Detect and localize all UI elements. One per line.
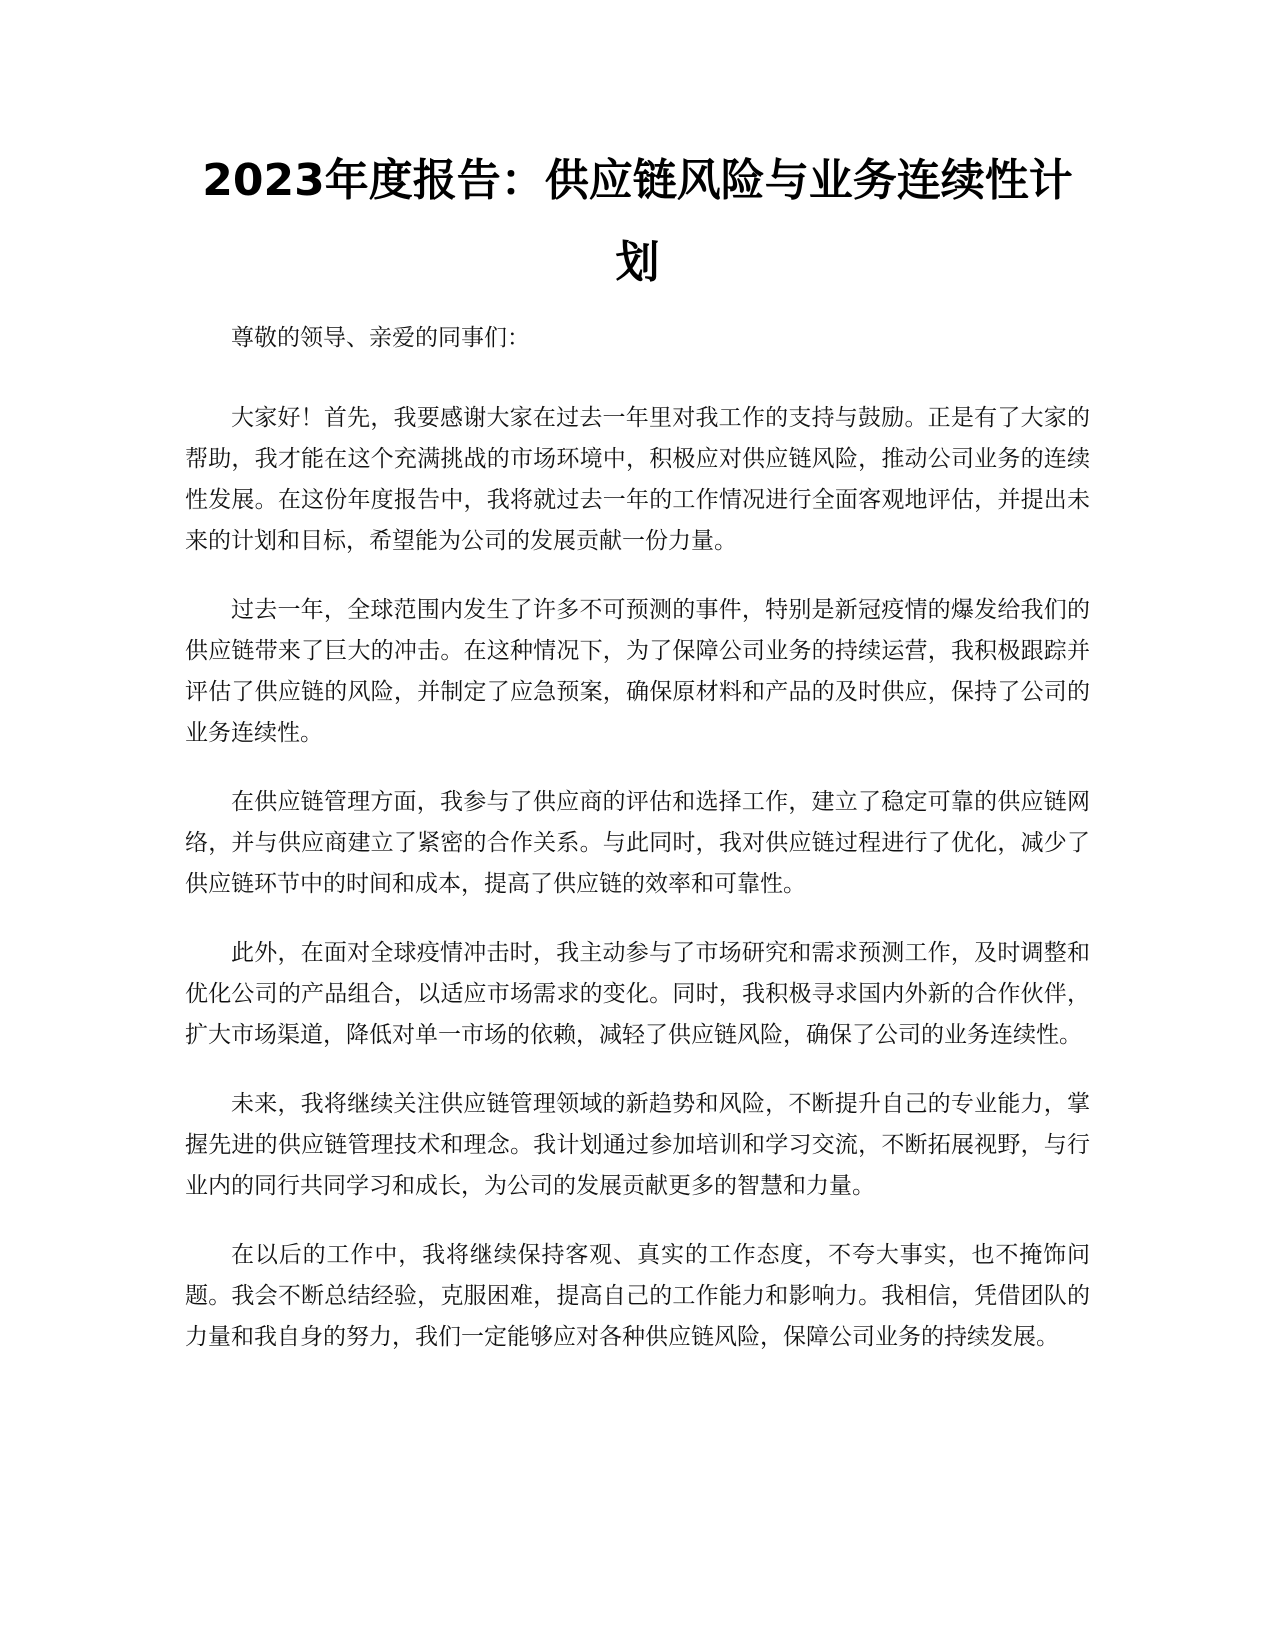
paragraph-4: 此外，在面对全球疫情冲击时，我主动参与了市场研究和需求预测工作，及时调整和优化公司的产品组合，以适应市场需求的变化。同时，我积极寻求国内外新的合作伙伴，扩大市场渠道，降低对单一市场的依赖，减轻了供应链风险，确保了公司的业务连续性。 bbox=[185, 940, 1090, 1048]
paragraph-3: 在供应链管理方面，我参与了供应商的评估和选择工作，建立了稳定可靠的供应链网络，并与供应商建立了紧密的合作关系。与此同时，我对供应链过程进行了优化，减少了供应链环节中的时间和成本，提高了供应链的效率和可靠性。 bbox=[185, 789, 1090, 897]
document-title: 2023年度报告：供应链风险与业务连续性计划 bbox=[202, 155, 1073, 288]
paragraph-5: 未来，我将继续关注供应链管理领域的新趋势和风险，不断提升自己的专业能力，掌握先进的供应链管理技术和理念。我计划通过参加培训和学习交流，不断拓展视野，与行业内的同行共同学习和成长，为公司的发展贡献更多的智慧和力量。 bbox=[185, 1091, 1090, 1199]
paragraph-6: 在以后的工作中，我将继续保持客观、真实的工作态度，不夸大事实，也不掩饰问题。我会不断总结经验，克服困难，提高自己的工作能力和影响力。我相信，凭借团队的力量和我自身的努力，我们一定能够应对各种供应链风险，保障公司业务的持续发展。 bbox=[185, 1242, 1090, 1350]
paragraph-1: 大家好！首先，我要感谢大家在过去一年里对我工作的支持与鼓励。正是有了大家的帮助，我才能在这个充满挑战的市场环境中，积极应对供应链风险，推动公司业务的连续性发展。在这份年度报告中，我将就过去一年的工作情况进行全面客观地评估，并提出未来的计划和目标，希望能为公司的发展贡献一份力量。 bbox=[185, 405, 1090, 554]
document-body bbox=[185, 320, 1090, 1386]
salutation: 尊敬的领导、亲爱的同事们： bbox=[231, 325, 530, 351]
paragraph-2: 过去一年，全球范围内发生了许多不可预测的事件，特别是新冠疫情的爆发给我们的供应链带来了巨大的冲击。在这种情况下，为了保障公司业务的持续运营，我积极跟踪并评估了供应链的风险，并制定了应急预案，确保原材料和产品的及时供应，保持了公司的业务连续性。 bbox=[185, 597, 1090, 746]
